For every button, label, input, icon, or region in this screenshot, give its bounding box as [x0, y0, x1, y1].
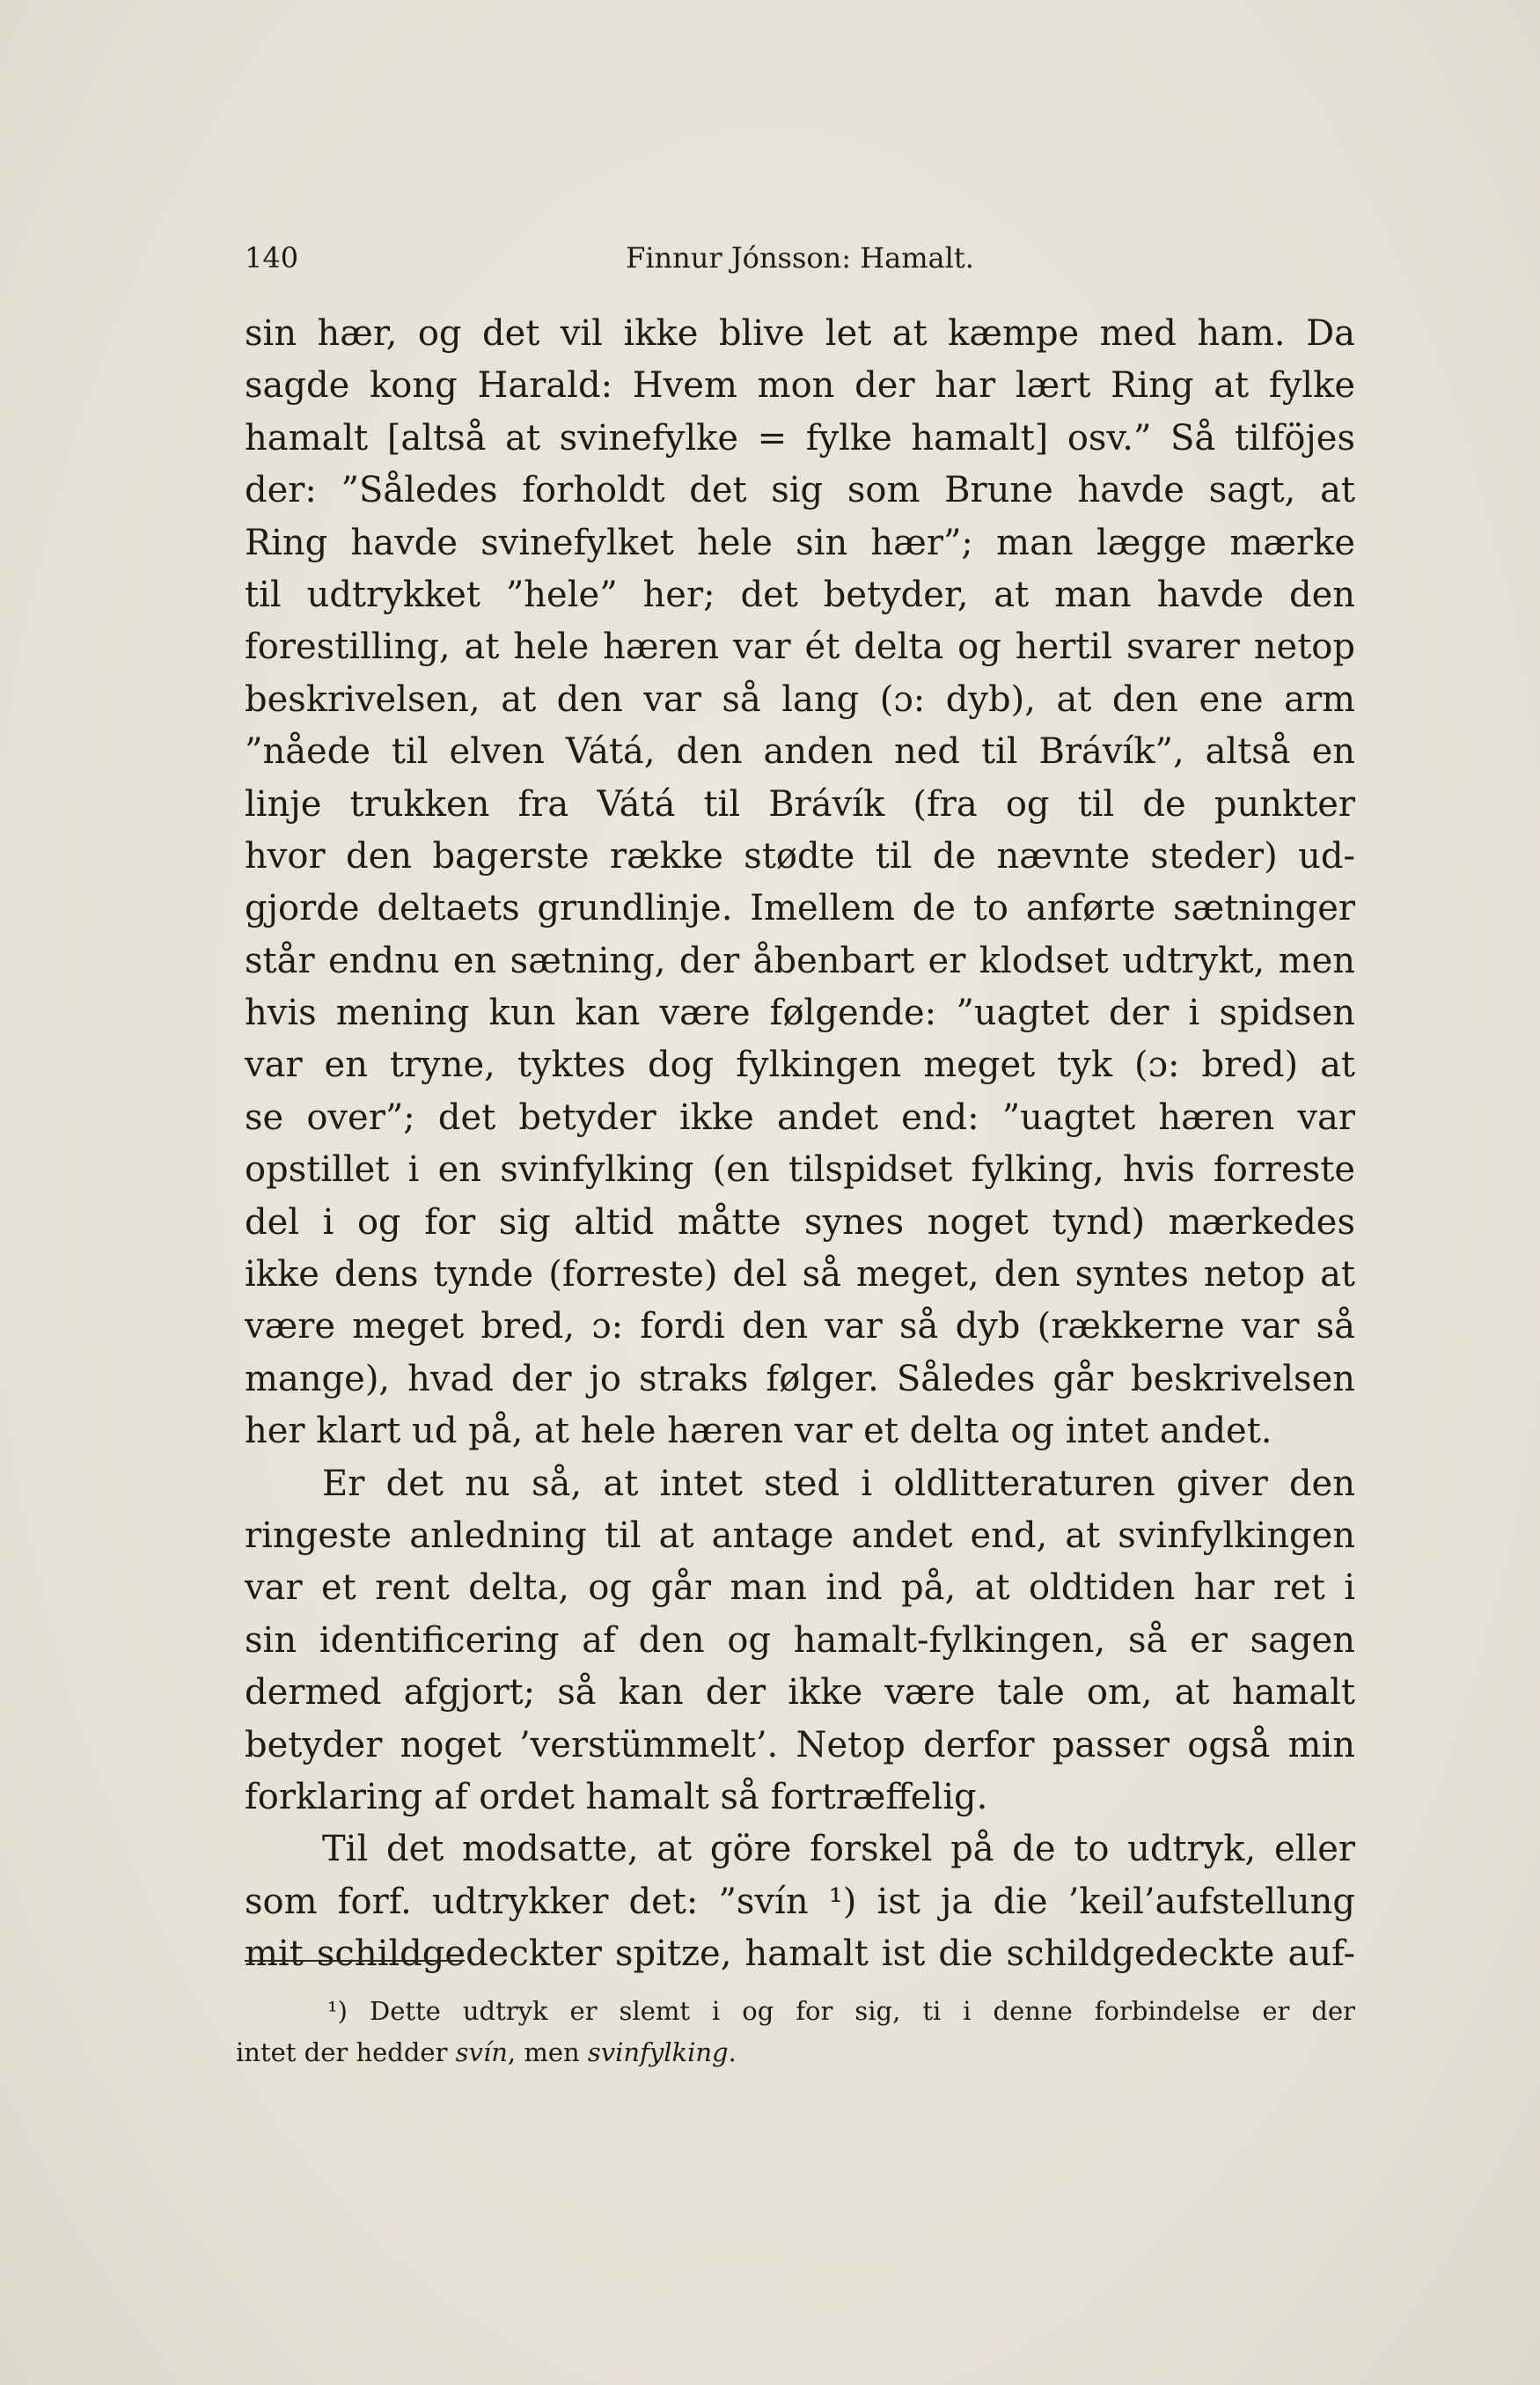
footnote-italic-term: svinfylking: [587, 2037, 729, 2067]
text-line: betyder noget ’verstümmelt’. Netop derfor passer også min: [245, 1724, 1355, 1765]
footnote-text: .: [728, 2037, 737, 2067]
text-line: Til det modsatte, at göre forskel på de to udtryk, eller: [322, 1829, 1355, 1870]
text-line: dermed afgjort; så kan der ikke være tale om, at hamalt: [245, 1672, 1355, 1714]
text-line: ”nåede til elven Vátá, den anden ned til Brávík”, altså en: [245, 731, 1355, 773]
text-line: gjorde deltaets grundlinje. Imellem de to anførte sætninger: [245, 888, 1355, 929]
text-line: var et rent delta, og går man ind på, at oldtiden har ret i: [245, 1567, 1355, 1609]
text-line: forklaring af ordet hamalt så fortræffelig.: [245, 1776, 988, 1817]
text-line: forestilling, at hele hæren var ét delta og hertil svarer netop: [245, 627, 1355, 668]
text-line: mange), hvad der jo straks følger. Således går beskrivelsen: [245, 1358, 1355, 1399]
text-line: se over”; det betyder ikke andet end: ”uagtet hæren var: [245, 1097, 1355, 1138]
text-line: til udtrykket ”hele” her; det betyder, at man havde den: [245, 574, 1355, 615]
text-line: Er det nu så, at intet sted i oldlitteraturen giver den: [322, 1463, 1355, 1504]
text-line: var en tryne, tyktes dog fylkingen meget tyk (ɔ: bred) at: [245, 1045, 1355, 1086]
text-line: står endnu en sætning, der åbenbart er klodset udtrykt, men: [245, 940, 1355, 981]
text-line: opstillet i en svinfylking (en tilspidset fylking, hvis forreste: [245, 1149, 1355, 1191]
text-line: linje trukken fra Vátá til Brávík (fra og til de punkter: [245, 783, 1355, 825]
text-line: ikke dens tynde (forreste) del så meget, den syntes netop at: [245, 1254, 1355, 1295]
text-line: sin hær, og det vil ikke blive let at kæmpe med ham. Da: [245, 313, 1355, 354]
running-title: Finnur Jónsson: Hamalt.: [626, 241, 974, 275]
text-line: der: ”Således forholdt det sig som Brune havde sagt, at: [245, 470, 1355, 511]
text-line: del i og for sig altid måtte synes noget tynd) mærkedes: [245, 1201, 1355, 1243]
text-line: hvis mening kun kan være følgende: ”uagtet der i spidsen: [245, 993, 1355, 1034]
footnote-italic-term: svín: [455, 2037, 508, 2067]
text-line: mit schildgedeckter spitze, hamalt ist die schildgedeckte auf-: [245, 1934, 1355, 1975]
text-line: her klart ud på, at hele hæren var et delta og intet andet.: [245, 1411, 1272, 1452]
page-number: 140: [245, 241, 299, 275]
text-line: sagde kong Harald: Hvem mon der har lært Ring at fylke: [245, 365, 1355, 407]
footnote: [236, 1991, 1355, 2073]
text-line: sin identificering af den og hamalt-fylkingen, så er sagen: [245, 1619, 1355, 1661]
text-line: Ring havde svinefylket hele sin hær”; man lægge mærke: [245, 522, 1355, 563]
page-header: [245, 236, 1355, 280]
text-line: hamalt [altså at svinefylke = fylke hamalt] osv.” Så tilföjes: [245, 417, 1355, 459]
text-line: beskrivelsen, at den var så lang (ɔ: dyb), at den ene arm: [245, 679, 1355, 720]
footnote-line: [236, 2032, 1355, 2073]
footnote-text: , men: [507, 2037, 588, 2067]
footnote-rule: [245, 1960, 465, 1962]
footnote-text: intet der hedder: [236, 2037, 456, 2067]
body-text: [245, 308, 1355, 1981]
text-line: ringeste anledning til at antage andet end, at svinfylkingen: [245, 1515, 1355, 1556]
footnote-line: ¹) Dette udtryk er slemt i og for sig, ti i denne forbindelse er der: [327, 1996, 1355, 2026]
text-line: være meget bred, ɔ: fordi den var så dyb (rækkerne var så: [245, 1306, 1355, 1347]
text-line: hvor den bagerste række stødte til de nævnte steder) ud-: [245, 835, 1355, 877]
text-line: som forf. udtrykker det: ”svín ¹) ist ja die ’keil’aufstellung: [245, 1881, 1355, 1922]
